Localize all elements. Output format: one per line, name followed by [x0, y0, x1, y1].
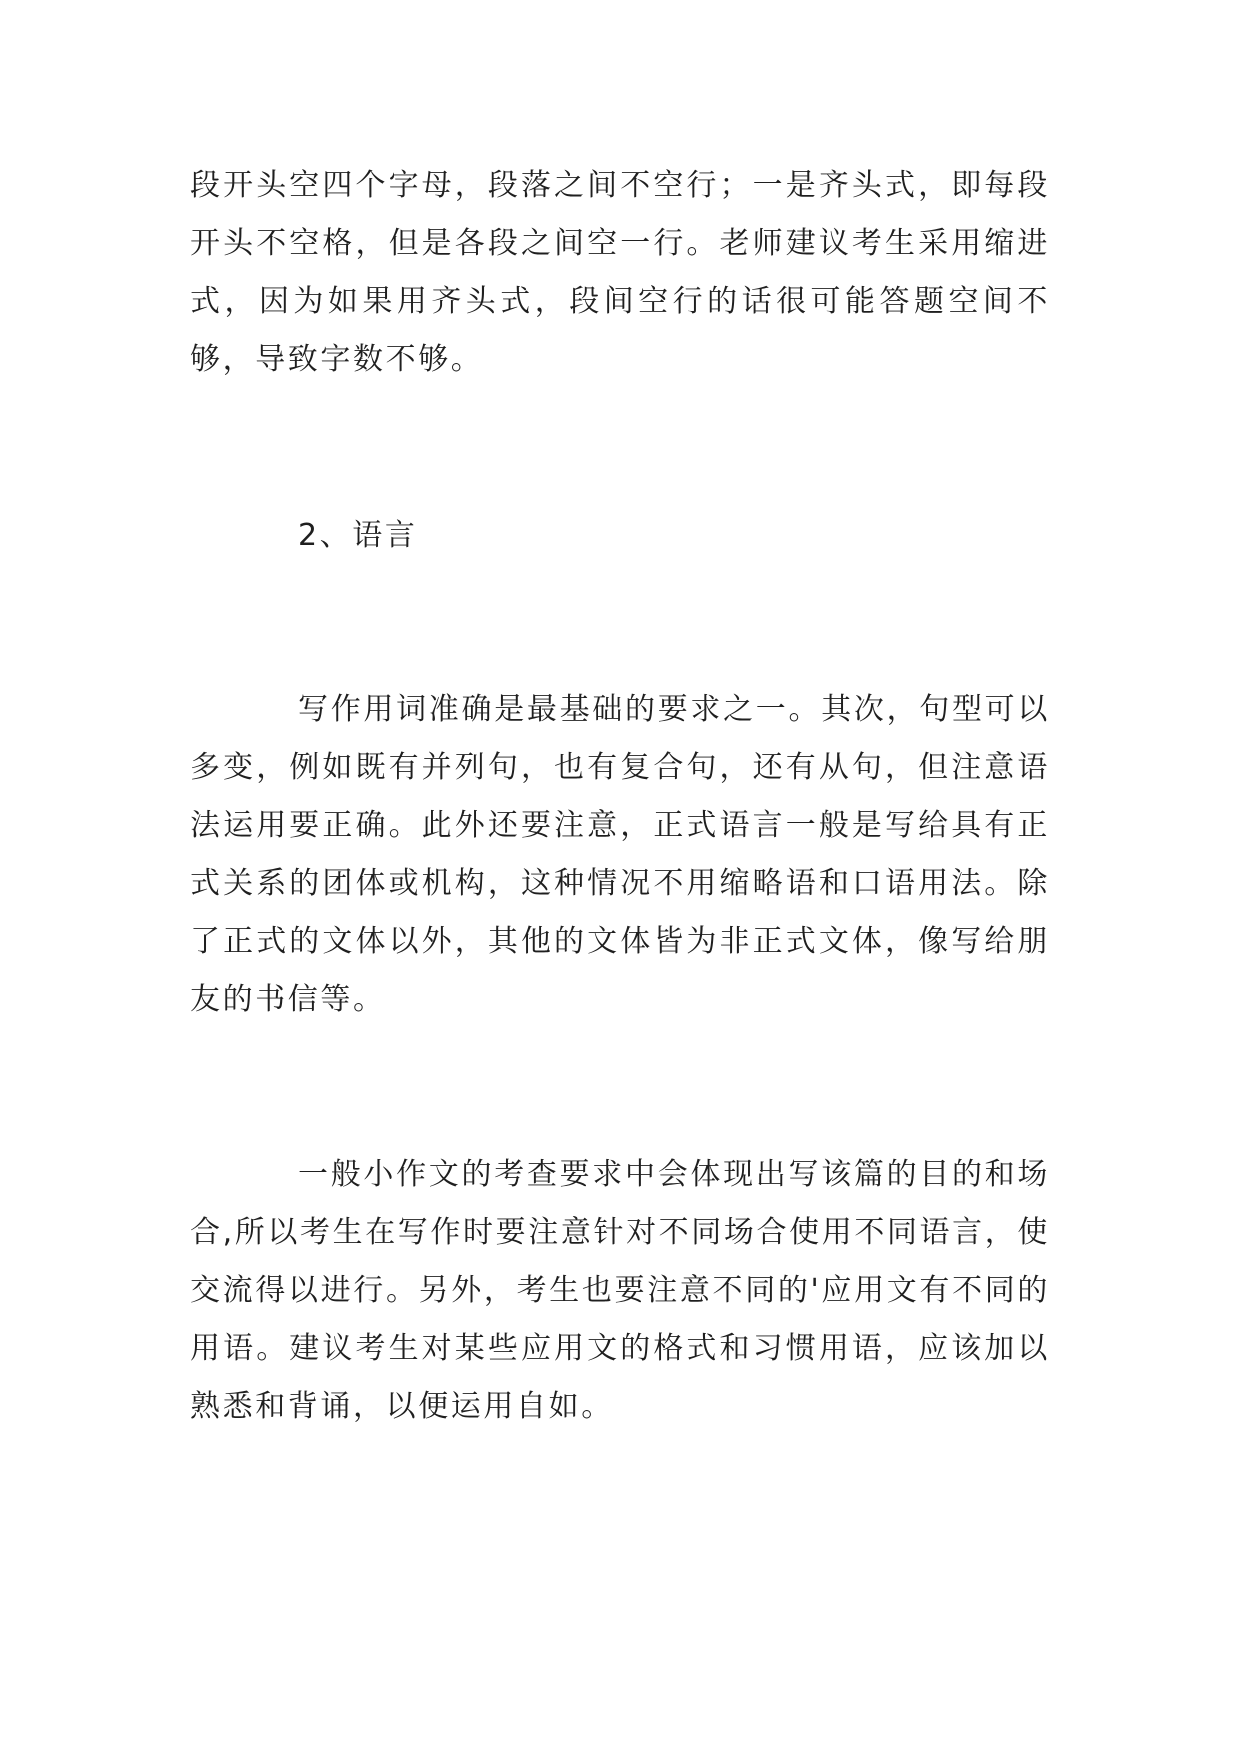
paragraph-wording: 写作用词准确是最基础的要求之一。其次，句型可以多变，例如既有并列句，也有复合句，还有从句，但注意语法运用要正确。此外还要注意，正式语言一般是写给具有正式关系的团体或机构，这种情况不用缩略语和口语用法。除了正式的文体以外，其他的文体皆为非正式文体，像写给朋友的书信等。 — [190, 692, 1050, 1017]
paragraph-occasion: 一般小作文的考查要求中会体现出写该篇的目的和场合,所以考生在写作时要注意针对不同场合使用不同语言，使交流得以进行。另外，考生也要注意不同的'应用文有不同的用语。建议考生对某些应用文的格式和习惯用语，应该加以熟悉和背诵，以便运用自如。 — [190, 1157, 1050, 1424]
paragraph-format: 段开头空四个字母，段落之间不空行；一是齐头式，即每段开头不空格，但是各段之间空一行。老师建议考生采用缩进式，因为如果用齐头式，段间空行的话很可能答题空间不够，导致字数不够。 — [190, 168, 1050, 377]
section-heading-language: 2、语言 — [298, 518, 418, 553]
